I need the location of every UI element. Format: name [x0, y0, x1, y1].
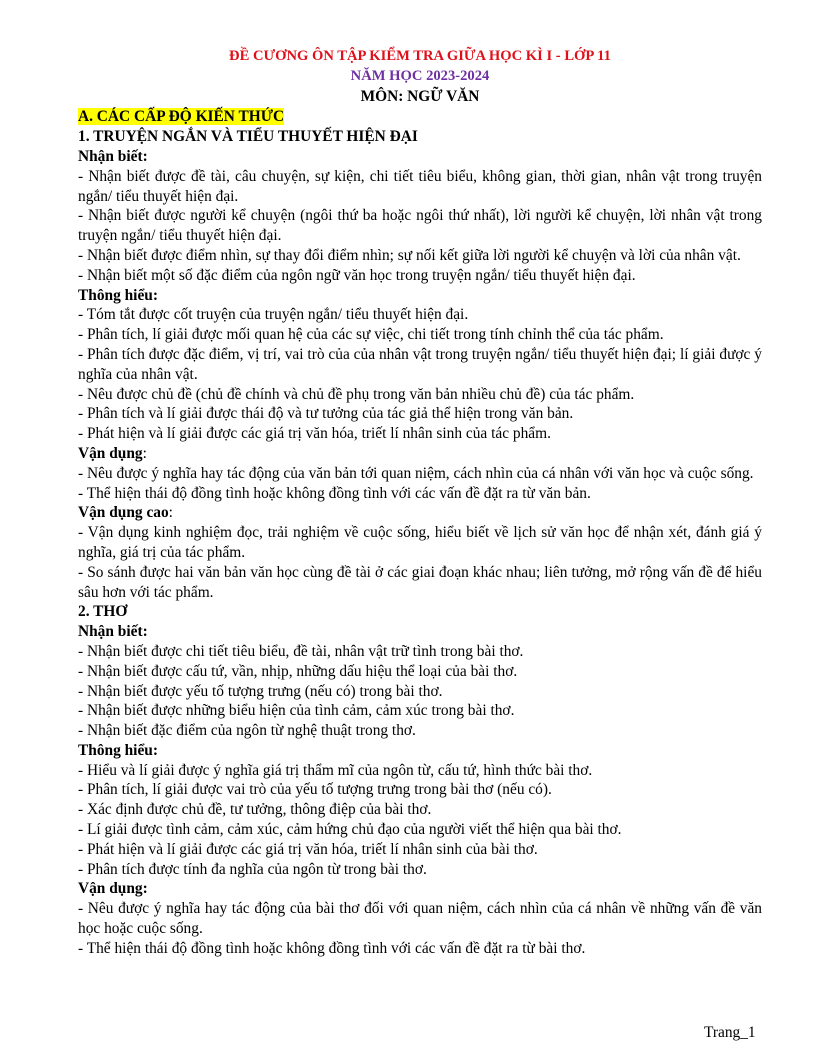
document-page — [78, 44, 762, 959]
s2-nhan-biet-label: Nhận biết: — [78, 623, 148, 641]
document-title: ĐỀ CƯƠNG ÔN TẬP KIỂM TRA GIỮA HỌC KÌ I - LỚP 11 — [229, 48, 611, 64]
s1-van-dung-colon: : — [142, 444, 147, 462]
list-item: - Thể hiện thái độ đồng tình hoặc không đồng tình với các vấn đề đặt ra từ văn bản. — [78, 484, 591, 502]
list-item: - So sánh được hai văn bản văn học cùng đề tài ở các giai đoạn khác nhau; liên tưởng, mở rộng vấn đề để hiểu sâu hơn với tác phẩm. — [78, 563, 762, 601]
list-item: - Nêu được chủ đề (chủ đề chính và chủ đề phụ trong văn bản nhiều chủ đề) của tác phẩm. — [78, 385, 635, 403]
list-item: - Nhận biết được đề tài, câu chuyện, sự kiện, chi tiết tiêu biểu, không gian, thời gian, nhân vật trong truyện ngắn/ tiểu thuyết hiện đại. — [78, 167, 762, 205]
school-year: NĂM HỌC 2023-2024 — [350, 67, 490, 84]
list-item: - Phân tích, lí giải được mối quan hệ của các sự việc, chi tiết trong tính chỉnh thể của tác phẩm. — [78, 326, 664, 344]
page-number: Trang_1 — [704, 1024, 756, 1041]
subject-title: MÔN: NGỮ VĂN — [360, 87, 480, 105]
list-item: - Nhận biết được cấu tứ, vần, nhịp, những dấu hiệu thể loại của bài thơ. — [78, 662, 518, 680]
list-item: - Xác định được chủ đề, tư tưởng, thông điệp của bài thơ. — [78, 801, 432, 819]
s2-van-dung-label: Vận dụng: — [78, 880, 148, 898]
list-item: - Nêu được ý nghĩa hay tác động của bài thơ đối với quan niệm, cách nhìn của cá nhân về những vấn đề văn học hoặc cuộc sống. — [78, 900, 762, 938]
part-a-heading — [78, 107, 762, 127]
section-1-heading: 1. TRUYỆN NGẮN VÀ TIỂU THUYẾT HIỆN ĐẠI — [78, 128, 418, 146]
s1-van-dung-label: Vận dụng — [78, 444, 143, 462]
list-item: - Phân tích được tính đa nghĩa của ngôn từ trong bài thơ. — [78, 860, 427, 878]
list-item: - Thể hiện thái độ đồng tình hoặc không đồng tình với các vấn đề đặt ra từ bài thơ. — [78, 939, 586, 957]
s1-nhan-biet-label: Nhận biết: — [78, 147, 148, 165]
section-2-heading: 2. THƠ — [78, 603, 128, 621]
list-item: - Phân tích, lí giải được vai trò của yếu tố tượng trưng trong bài thơ (nếu có). — [78, 781, 552, 799]
list-item: - Phân tích được đặc điểm, vị trí, vai trò của của nhân vật trong truyện ngắn/ tiểu thuyết hiện đại; lí giải được ý nghĩa của nhân vật. — [78, 345, 762, 383]
list-item: - Phát hiện và lí giải được các giá trị văn hóa, triết lí nhân sinh của tác phẩm. — [78, 425, 551, 443]
list-item: - Lí giải được tình cảm, cảm xúc, cảm hứng chủ đạo của người viết thể hiện qua bài thơ. — [78, 821, 622, 839]
part-a-label: A. CÁC CẤP ĐỘ KIẾN THỨC — [78, 108, 285, 126]
list-item: - Phân tích và lí giải được thái độ và tư tưởng của tác giả thể hiện trong văn bản. — [78, 405, 574, 423]
list-item: - Tóm tắt được cốt truyện của truyện ngắn/ tiểu thuyết hiện đại. — [78, 306, 469, 324]
list-item: - Nhận biết được những biểu hiện của tình cảm, cảm xúc trong bài thơ. — [78, 702, 515, 720]
s1-van-dung-cao-heading — [78, 503, 762, 523]
list-item: - Nhận biết một số đặc điểm của ngôn ngữ văn học trong truyện ngắn/ tiểu thuyết hiện đại. — [78, 266, 636, 284]
list-item: - Nhận biết được người kể chuyện (ngôi thứ ba hoặc ngôi thứ nhất), lời người kể chuyện, lời nhân vật trong truyện ngắn/ tiểu thuyết hiện đại. — [78, 207, 762, 245]
s2-thong-hieu-label: Thông hiểu: — [78, 741, 158, 759]
s1-thong-hieu-label: Thông hiểu: — [78, 286, 158, 304]
s1-van-dung-cao-colon: : — [168, 504, 173, 522]
s1-van-dung-cao-label: Vận dụng cao — [78, 504, 169, 522]
list-item: - Nhận biết đặc điểm của ngôn từ nghệ thuật trong thơ. — [78, 722, 416, 740]
list-item: - Nhận biết được chi tiết tiêu biểu, đề tài, nhân vật trữ tình trong bài thơ. — [78, 642, 524, 660]
list-item: - Phát hiện và lí giải được các giá trị văn hóa, triết lí nhân sinh của bài thơ. — [78, 840, 538, 858]
list-item: - Nêu được ý nghĩa hay tác động của văn bản tới quan niệm, cách nhìn của cá nhân với văn học và cuộc sống. — [78, 464, 754, 482]
list-item: - Vận dụng kinh nghiệm đọc, trải nghiệm về cuộc sống, hiểu biết về lịch sử văn học để nhận xét, đánh giá ý nghĩa, giá trị của tác phẩm. — [78, 524, 762, 561]
list-item: - Nhận biết được yếu tố tượng trưng (nếu có) trong bài thơ. — [78, 682, 443, 700]
list-item: - Nhận biết được điểm nhìn, sự thay đổi điểm nhìn; sự nối kết giữa lời người kể chuyện và lời của nhân vật. — [78, 246, 741, 264]
s1-van-dung-heading — [78, 444, 762, 464]
list-item: - Hiểu và lí giải được ý nghĩa giá trị thẩm mĩ của ngôn từ, cấu tứ, hình thức bài thơ. — [78, 761, 593, 779]
